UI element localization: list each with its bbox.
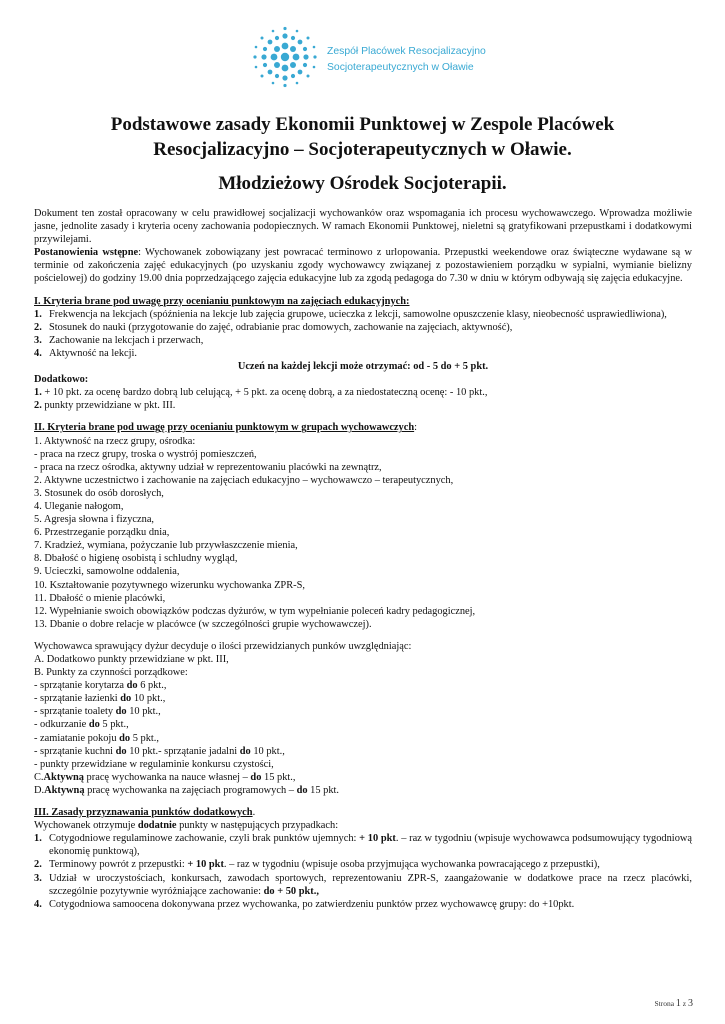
preliminary-text: : Wychowanek zobowiązany jest powracać terminowo z urlopowania. Przepustki weekendowe oraz świąteczne wydawane są w terminie od zakończenia zajęć edukacyjnych (po uzyskaniu zgody wychowawcy związanej z pozostawieniem porządku w sypialni, wymianie bielizny pościelowej) do godziny 19.00 dnia poprzedzającego zajęcia edukacyjne lub za zgodą pedagoga do 7.30 w dniu w którym odbywają się zajęcia edukacyjne. bbox=[34, 247, 692, 285]
section-1-list bbox=[34, 308, 692, 360]
chore-item: - sprzątanie łazienki do 10 pkt., bbox=[34, 693, 166, 705]
chore-item: - zamiatanie pokoju do 5 pkt., bbox=[34, 732, 159, 744]
section-3-heading: III. Zasady przyznawania punktów dodatkowych. bbox=[34, 807, 256, 819]
logo-line-2: Socjoterapeutycznych w Oławie bbox=[327, 62, 474, 73]
list-item: 8. Dbałość o higienę osobistą i schludny wygląd, bbox=[34, 553, 238, 565]
logo-line-1: Zespół Placówek Resocjalizacyjno bbox=[327, 46, 486, 57]
list-item: 1. Cotygodniowe regulaminowe zachowanie, czyli brak punktów ujemnych: + 10 pkt. – raz w tygodniu (wpisuje wychowawca podsumowujący tygodniową ekonomię punktową), bbox=[34, 833, 692, 858]
list-item: - praca na rzecz ośrodka, aktywny udział w reprezentowaniu placówki na zewnątrz, bbox=[34, 461, 382, 473]
list-item: 1. Frekwencja na lekcjach (spóźnienia na lekcje lub zajęcia grupowe, ucieczka z lekcji, samowolne opuszczenie klasy, nieobecność usprawiedliwiona), bbox=[34, 308, 667, 320]
duty-a: A. Dodatkowo punkty przewidziane w pkt. III, bbox=[34, 654, 229, 665]
chore-item: - sprzątanie kuchni do 10 pkt.- sprzątanie jadalni do 10 pkt., bbox=[34, 745, 285, 757]
section-3-intro: Wychowanek otrzymuje dodatnie punkty w następujących przypadkach: bbox=[34, 820, 339, 832]
list-item: 4. Aktywność na lekcji. bbox=[34, 347, 138, 359]
document-title bbox=[20, 112, 705, 162]
chore-item: - sprzątanie toalety do 10 pkt., bbox=[34, 706, 161, 718]
document-subtitle: Młodzieżowy Ośrodek Socjoterapii. bbox=[218, 173, 507, 194]
section-2-heading: II. Kryteria brane pod uwagę przy ocenianiu punktowym w grupach wychowawczych: bbox=[34, 422, 418, 434]
list-item: 9. Ucieczki, samowolne oddalenia, bbox=[34, 566, 180, 578]
list-item: 13. Dbanie o dobre relacje w placówce (w szczególności grupie wychowawczej). bbox=[34, 618, 372, 630]
preliminary-provisions bbox=[34, 246, 692, 285]
list-item: - praca na rzecz grupy, troska o wystrój pomieszczeń, bbox=[34, 448, 257, 460]
list-item: 7. Kradzież, wymiana, pożyczanie lub przywłaszczenie mienia, bbox=[34, 540, 298, 552]
duty-b: B. Punkty za czynności porządkowe: bbox=[34, 667, 188, 679]
dots-logo-icon bbox=[250, 26, 320, 88]
title-line-1: Podstawowe zasady Ekonomii Punktowej w Zespole Placówek bbox=[110, 114, 615, 135]
list-item: 3. Zachowanie na lekcjach i przerwach, bbox=[34, 334, 204, 346]
list-item: 2. Terminowy powrót z przepustki: + 10 pkt. – raz w tygodniu (wpisuje osoba przyjmująca wychowanka powracającego z przepustki), bbox=[34, 859, 600, 871]
section-2-list bbox=[34, 435, 692, 631]
list-item: 6. Przestrzeganie porządku dnia, bbox=[34, 527, 170, 539]
chore-item: - odkurzanie do 5 pkt., bbox=[34, 719, 129, 731]
logo-text bbox=[327, 44, 486, 76]
preliminary-label: Postanowienia wstępne bbox=[34, 247, 139, 259]
page-number: Strona 1 z 3 bbox=[654, 998, 693, 1009]
list-item: 2. Stosunek do nauki (przygotowanie do zajęć, odrabianie prac domowych, zachowanie na zajęciach, aktywność), bbox=[34, 321, 513, 333]
duty-c: C.Aktywną pracę wychowanka na nauce własnej – do 15 pkt., bbox=[34, 771, 296, 783]
list-item: 2. Aktywne uczestnictwo i zachowanie na zajęciach edukacyjno – wychowawczo – terapeutycznych, bbox=[34, 474, 454, 486]
list-item: 4. Uleganie nałogom, bbox=[34, 500, 124, 512]
list-item: 3. Udział w uroczystościach, konkursach, zawodach sportowych, reprezentowaniu ZPR-S, zaangażowanie w dodatkowe prace na rzecz placówki, szczególnie pozytywnie wyróżniające zachowanie: do + 50 pkt., bbox=[34, 872, 692, 897]
extra-item: 2. punkty przewidziane w pkt. III. bbox=[34, 400, 176, 412]
extra-item: 1. + 10 pkt. za ocenę bardzo dobrą lub celującą, + 5 pkt. za ocenę dobrą, a za niedostateczną ocenę: - 10 pkt., bbox=[34, 387, 488, 399]
extra-label: Dodatkowo: bbox=[34, 374, 89, 386]
title-line-2: Resocjalizacyjno – Socjoterapeutycznych w Oławie. bbox=[153, 139, 572, 160]
organization-logo bbox=[250, 26, 500, 88]
duty-d: D.Aktywną pracę wychowanka na zajęciach programowych – do 15 pkt. bbox=[34, 784, 340, 796]
chore-item: - sprzątanie korytarza do 6 pkt., bbox=[34, 680, 167, 692]
list-item: 12. Wypełnianie swoich obowiązków podczas dyżurów, w tym wypełnianie poleceń kadry pedagogicznej, bbox=[34, 605, 476, 617]
list-item: 3. Stosunek do osób dorosłych, bbox=[34, 487, 164, 499]
list-item: 1. Aktywność na rzecz grupy, ośrodka: bbox=[34, 435, 196, 447]
section-1-heading: I. Kryteria brane pod uwagę przy ocenianiu punktowym na zajęciach edukacyjnych: bbox=[34, 295, 410, 307]
list-item: 10. Kształtowanie pozytywnego wizerunku wychowanka ZPR-S, bbox=[34, 579, 305, 591]
list-item: 4. Cotygodniowa samoocena dokonywana przez wychowanka, po zatwierdzeniu punktów przez wychowawcę grupy: do +10pkt. bbox=[34, 898, 575, 910]
points-note: Uczeń na każdej lekcji może otrzymać: od - 5 do + 5 pkt. bbox=[237, 361, 489, 373]
chore-item: - punkty przewidziane w regulaminie konkursu czystości, bbox=[34, 758, 274, 770]
document-body bbox=[34, 207, 692, 911]
list-item: 5. Agresja słowna i fizyczna, bbox=[34, 514, 155, 526]
list-item: 11. Dbałość o mienie placówki, bbox=[34, 592, 166, 604]
intro-paragraph: Dokument ten został opracowany w celu prawidłowej socjalizacji wychowanków oraz wspomagania ich procesu wychowawczego. Wprowadza możliwie jasne, jednolite zasady i kryteria oceny zachowania podopiecznych. W ramach Ekonomii Punktowej, nieletni są gratyfikowani przepustkami i dodatkowymi przywilejami. bbox=[34, 208, 692, 246]
duty-intro: Wychowawca sprawujący dyżur decyduje o ilości przewidzianych punków uwzględniając: bbox=[34, 640, 412, 652]
